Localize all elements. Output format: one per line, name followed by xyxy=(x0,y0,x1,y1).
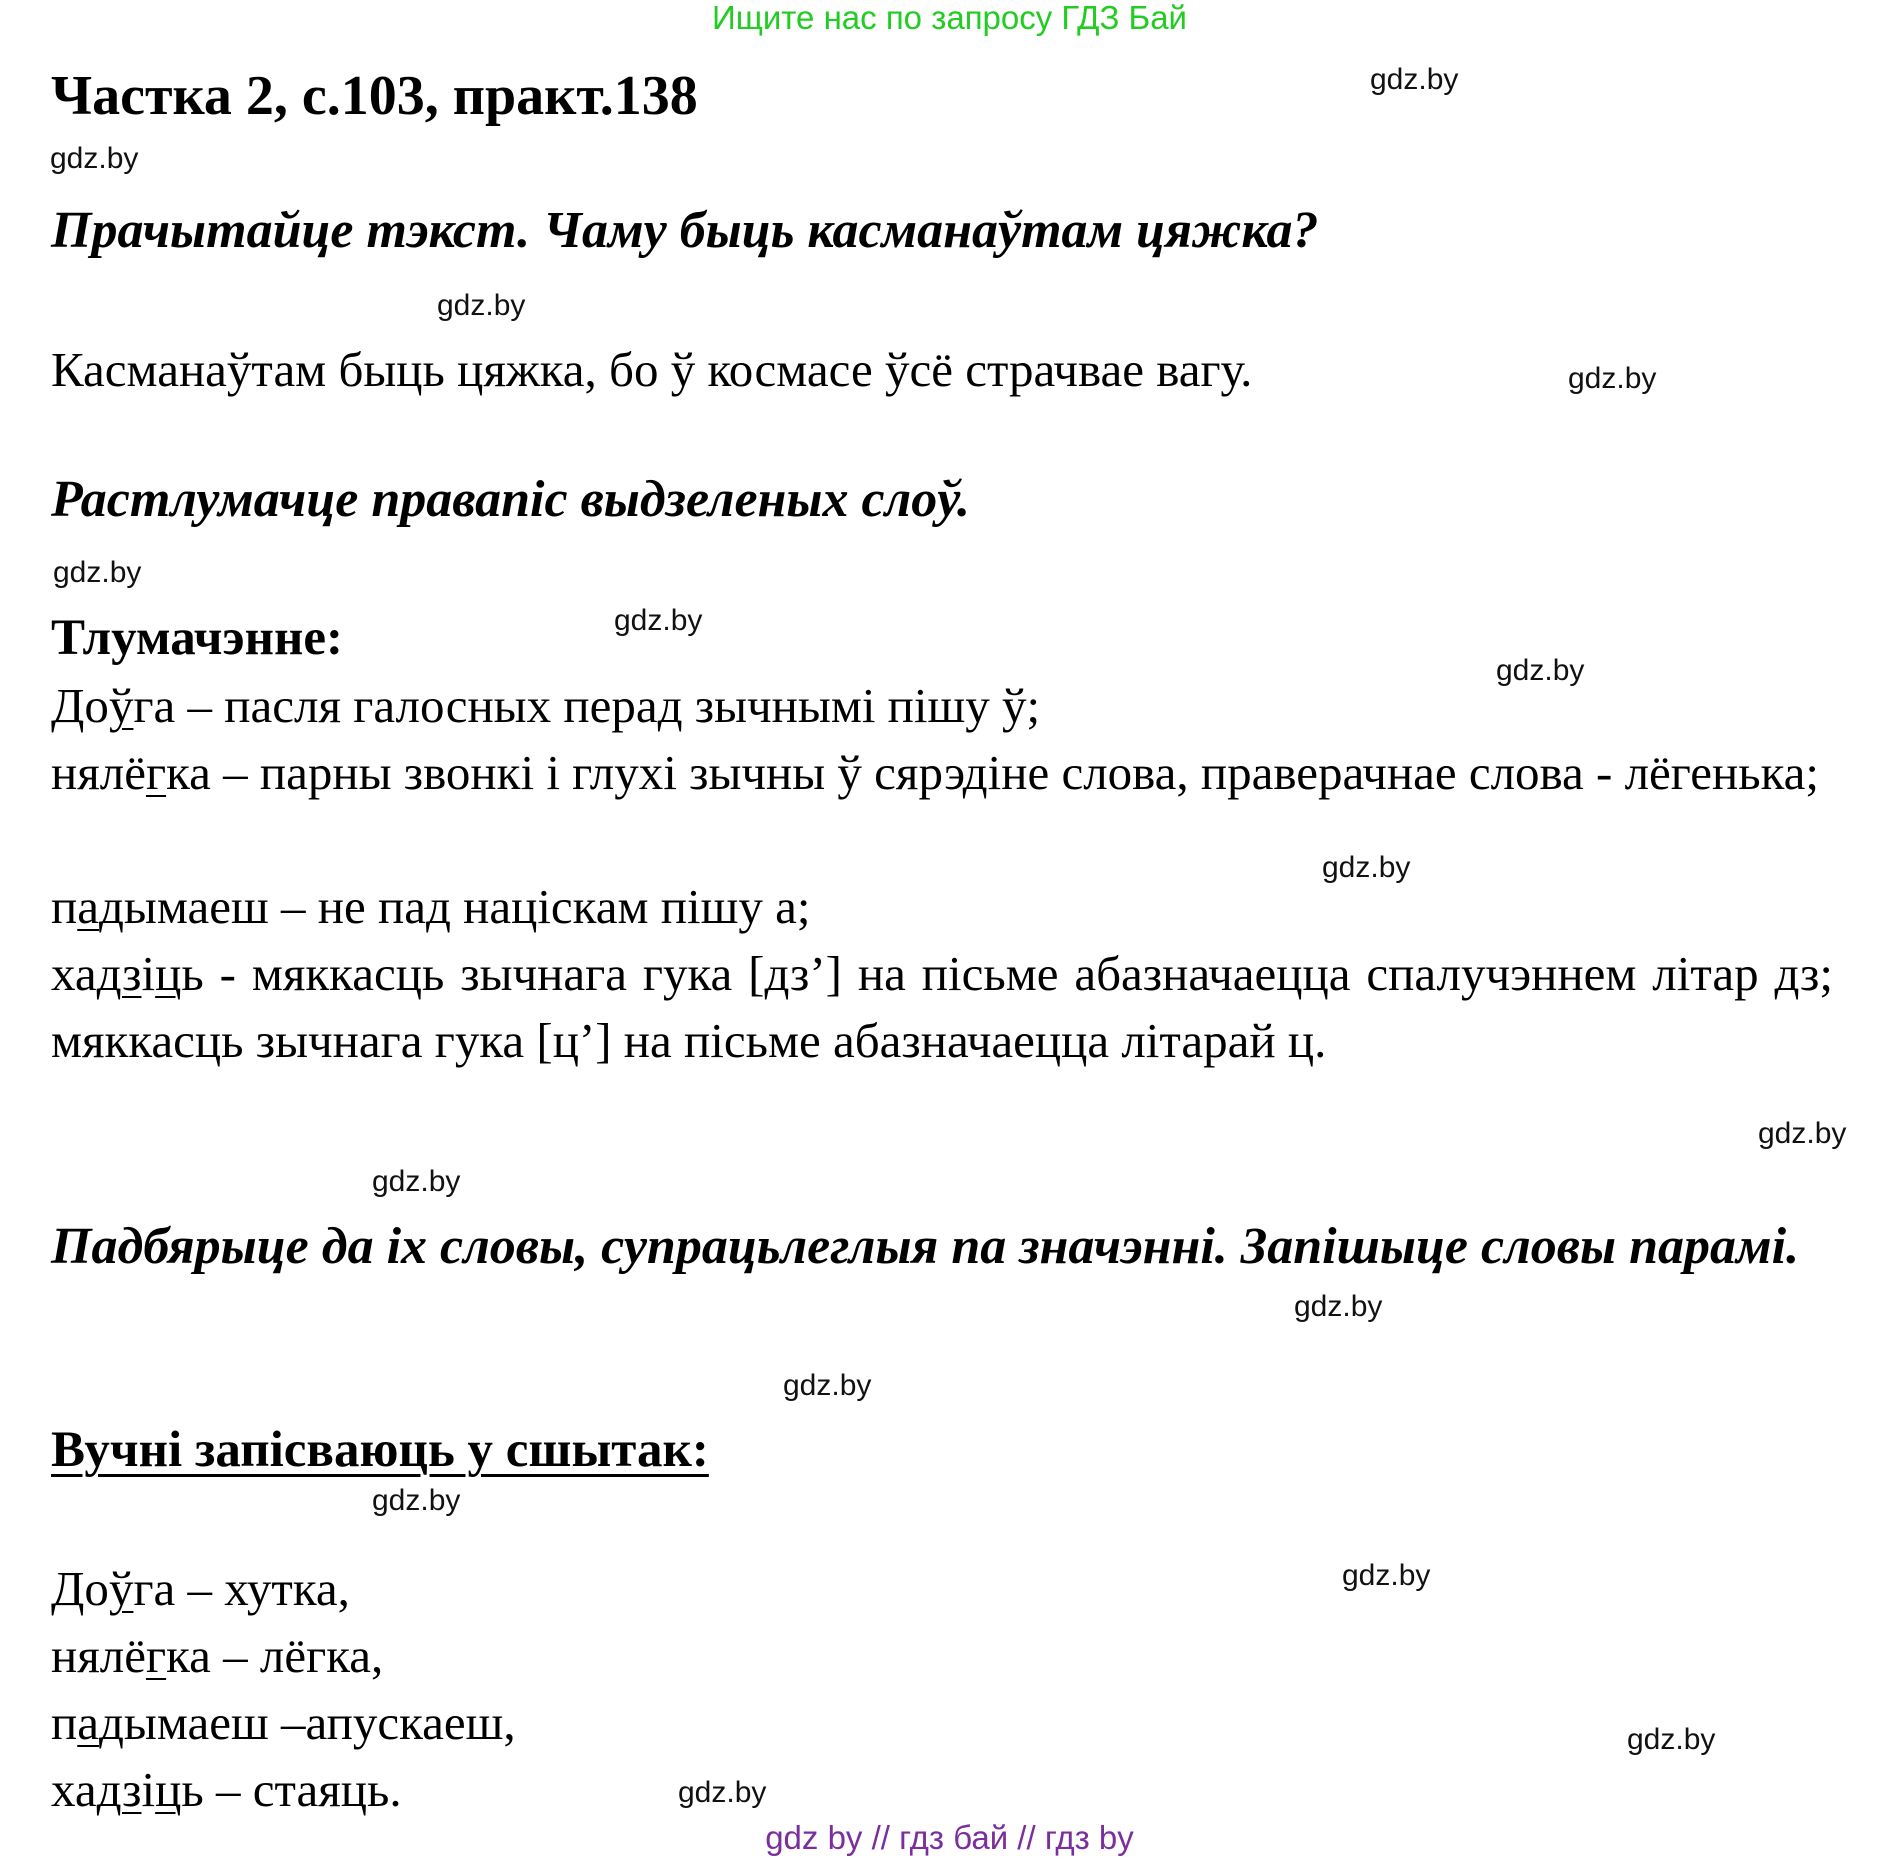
answer-text: Касманаўтам быць цяжка, бо ў космасе ўсё страчвае вагу. xyxy=(51,342,1253,397)
explanation-heading: Тлумачэнне: xyxy=(51,610,343,666)
word-pair xyxy=(51,1689,516,1756)
search-banner: Ищите нас по запросу ГДЗ Бай xyxy=(712,0,1187,36)
watermark: gdz.by xyxy=(372,1484,461,1517)
word-pair xyxy=(51,1555,350,1622)
watermark: gdz.by xyxy=(1496,654,1585,687)
word-part: га xyxy=(133,1561,176,1616)
explanation-text: - мяккасць зычнага гука [дз’] на пісьме абазначаецца спалучэннем літар дз; мяккасць зычнага гука [ц’] на пісьме абазначаецца літарай ц. xyxy=(51,946,1833,1068)
word-part: і xyxy=(141,1762,156,1817)
notebook-heading: Вучні запісваюць у сшытак: xyxy=(51,1422,709,1478)
watermark: gdz.by xyxy=(1627,1723,1716,1756)
watermark: gdz.by xyxy=(1370,63,1459,96)
explanation-text: – парны звонкі і глухі зычны ў сярэдіне слова, праверачнае слова - лёгенька; xyxy=(210,745,1820,800)
watermark: gdz.by xyxy=(1322,851,1411,884)
underlined-letter: дз xyxy=(96,946,142,1001)
underlined-letter: а xyxy=(77,1695,99,1750)
explanation-text: – не пад націскам пішу а; xyxy=(268,879,811,934)
underlined-letter: ў xyxy=(108,1561,134,1616)
word-part: До xyxy=(51,1561,109,1616)
watermark: gdz.by xyxy=(678,1776,767,1809)
explanation-item xyxy=(51,672,1040,739)
underlined-letter: ц xyxy=(155,1762,182,1817)
footer-links: gdz by // гдз бай // гдз by xyxy=(765,1819,1134,1856)
underlined-letter: г xyxy=(145,745,167,800)
word-part: нялё xyxy=(51,745,146,800)
antonym-text: – хутка, xyxy=(175,1561,350,1616)
word-part: п xyxy=(51,1695,78,1750)
underlined-letter: г xyxy=(145,1628,167,1683)
watermark: gdz.by xyxy=(783,1369,872,1402)
watermark: gdz.by xyxy=(437,289,526,322)
word-part: ь xyxy=(181,946,204,1001)
word-part: ка xyxy=(166,1628,211,1683)
word-part: нялё xyxy=(51,1628,146,1683)
word-pair xyxy=(51,1622,383,1689)
word-part: ха xyxy=(51,1762,97,1817)
word-pair xyxy=(51,1756,402,1823)
explanation-item xyxy=(51,739,1833,806)
underlined-letter: ц xyxy=(155,946,182,1001)
explanation-item xyxy=(51,940,1833,1074)
watermark: gdz.by xyxy=(1294,1290,1383,1323)
watermark: gdz.by xyxy=(1758,1117,1847,1150)
underlined-letter: а xyxy=(77,879,99,934)
underlined-letter: ў xyxy=(108,678,134,733)
page-title: Частка 2, с.103, практ.138 xyxy=(51,65,698,127)
word-part: га xyxy=(133,678,176,733)
task-instruction-1: Прачытайце тэкст. Чаму быць касманаўтам цяжка? xyxy=(51,202,1319,259)
word-part: До xyxy=(51,678,109,733)
explanation-item xyxy=(51,873,810,940)
antonym-text: – лёгка, xyxy=(210,1628,384,1683)
word-part: дымаеш xyxy=(98,879,269,934)
underlined-letter: дз xyxy=(96,1762,142,1817)
watermark: gdz.by xyxy=(50,142,139,175)
watermark: gdz.by xyxy=(1568,362,1657,395)
word-part: дымаеш xyxy=(98,1695,269,1750)
word-part: ха xyxy=(51,946,97,1001)
explanation-text: – пасля галосных перад зычнымі пішу ў; xyxy=(175,678,1041,733)
watermark: gdz.by xyxy=(614,604,703,637)
watermark: gdz.by xyxy=(372,1165,461,1198)
watermark: gdz.by xyxy=(53,556,142,589)
word-part: п xyxy=(51,879,78,934)
word-part: ь xyxy=(181,1762,204,1817)
word-part: і xyxy=(141,946,156,1001)
task-instruction-2: Растлумачце правапіс выдзеленых слоў. xyxy=(51,471,971,528)
watermark: gdz.by xyxy=(1342,1559,1431,1592)
word-part: ка xyxy=(166,745,211,800)
task-instruction-3: Падбярыце да іх словы, супрацьлеглыя па значэнні. Запішыце словы парамі. xyxy=(51,1218,1800,1275)
antonym-text: – стаяць. xyxy=(203,1762,402,1817)
antonym-text: –апускаеш, xyxy=(268,1695,516,1750)
